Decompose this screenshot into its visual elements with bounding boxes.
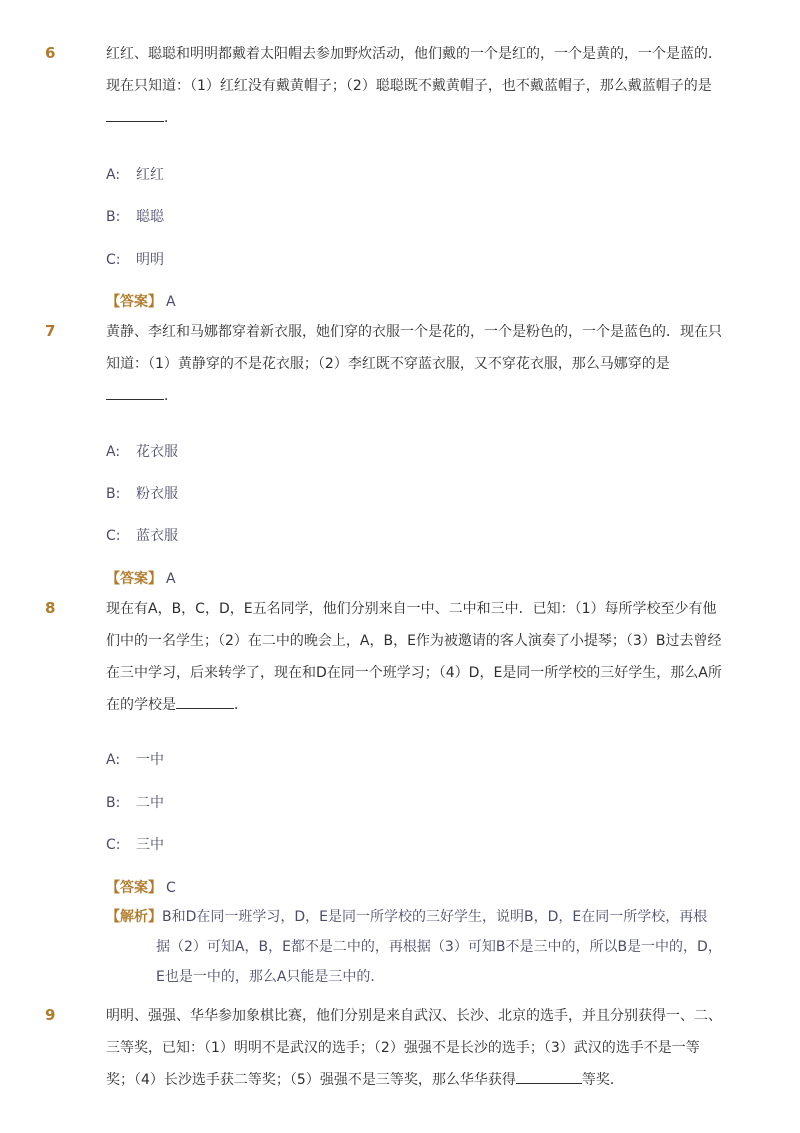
option-letter: C: (106, 528, 121, 544)
question-stem-end: 等奖． (581, 1072, 624, 1088)
answer-value: A (166, 571, 176, 587)
option-letter: A: (106, 752, 121, 768)
option-letter: A: (106, 167, 121, 183)
answer-tag: 【答案】 (106, 294, 162, 310)
option-text: 蓝衣服 (136, 528, 178, 544)
option-a[interactable] (106, 441, 178, 461)
option-text: 一中 (136, 752, 164, 768)
question-number: 6 (45, 44, 56, 62)
option-text: 粉衣服 (136, 486, 178, 502)
answer-tag: 【答案】 (106, 571, 162, 587)
option-text: 三中 (136, 837, 164, 853)
option-a[interactable] (106, 164, 164, 184)
option-letter: B: (106, 795, 121, 811)
option-text: 聪聪 (136, 209, 164, 225)
question-stem-end: ． (164, 388, 178, 404)
option-c[interactable] (106, 249, 164, 269)
question-number: 9 (45, 1006, 56, 1024)
analysis-block (106, 902, 726, 992)
question-text (106, 1000, 726, 1096)
answer-blank (106, 386, 164, 400)
answer-value: C (166, 880, 176, 896)
option-letter: B: (106, 209, 121, 225)
question-number: 7 (45, 322, 56, 340)
answer-line (106, 291, 176, 311)
analysis-text: B和D在同一班学习，D，E是同一所学校的三好学生，说明B，D，E在同一所学校，再根 (162, 909, 708, 925)
option-letter: B: (106, 486, 121, 502)
option-b[interactable] (106, 206, 164, 226)
option-letter: A: (106, 444, 121, 460)
question-stem-end: ． (164, 110, 178, 126)
analysis-tag: 【解析】 (106, 909, 162, 925)
question-stem-end: ． (234, 697, 248, 713)
answer-value: A (166, 294, 176, 310)
option-c[interactable] (106, 834, 164, 854)
option-letter: C: (106, 837, 121, 853)
option-text: 二中 (136, 795, 164, 811)
question-stem: 明明、强强、华华参加象棋比赛，他们分别是来自武汉、长沙、北京的选手，并且分别获得一、二、三等奖，已知：（1）明明不是武汉的选手；（2）强强不是长沙的选手；（3）武汉的选手不是一等奖；（4）长沙选手获二等奖；（5）强强不是三等奖，那么华华获得 (106, 1008, 722, 1088)
option-b[interactable] (106, 483, 178, 503)
option-letter: C: (106, 252, 121, 268)
question-number: 8 (45, 599, 56, 617)
answer-tag: 【答案】 (106, 880, 162, 896)
question-stem: 红红、聪聪和明明都戴着太阳帽去参加野炊活动，他们戴的一个是红的，一个是黄的，一个是蓝的．现在只知道：（1）红红没有戴黄帽子；（2）聪聪既不戴黄帽子，也不戴蓝帽子，那么戴蓝帽子的是 (106, 46, 722, 94)
analysis-first-line (106, 902, 726, 932)
answer-blank (106, 108, 164, 122)
option-b[interactable] (106, 792, 164, 812)
option-text: 花衣服 (136, 444, 178, 460)
answer-line (106, 568, 176, 588)
answer-line (106, 877, 176, 897)
question-text (106, 38, 726, 134)
question-text (106, 593, 726, 721)
option-c[interactable] (106, 525, 178, 545)
analysis-continuation: 据（2）可知A，B，E都不是二中的，再根据（3）可知B不是三中的，所以B是一中的，D，E也是一中的，那么A只能是三中的． (156, 939, 722, 985)
option-text: 明明 (136, 252, 164, 268)
answer-blank (516, 1070, 582, 1084)
question-stem: 现在有A，B，C，D，E五名同学，他们分别来自一中、二中和三中．已知：（1）每所学校至少有他们中的一名学生；（2）在二中的晚会上，A，B，E作为被邀请的客人演奏了小提琴；（3）B过去曾经在三中学习，后来转学了，现在和D在同一个班学习；（4）D，E是同一所学校的三好学生，那么A所在的学校是 (106, 601, 722, 713)
question-stem: 黄静、李红和马娜都穿着新衣服，她们穿的衣服一个是花的，一个是粉色的，一个是蓝色的．现在只知道：（1）黄静穿的不是花衣服；（2）李红既不穿蓝衣服，又不穿花衣服，那么马娜穿的是 (106, 324, 722, 372)
option-text: 红红 (136, 167, 164, 183)
answer-blank (176, 695, 234, 709)
option-a[interactable] (106, 749, 164, 769)
question-text (106, 316, 726, 412)
